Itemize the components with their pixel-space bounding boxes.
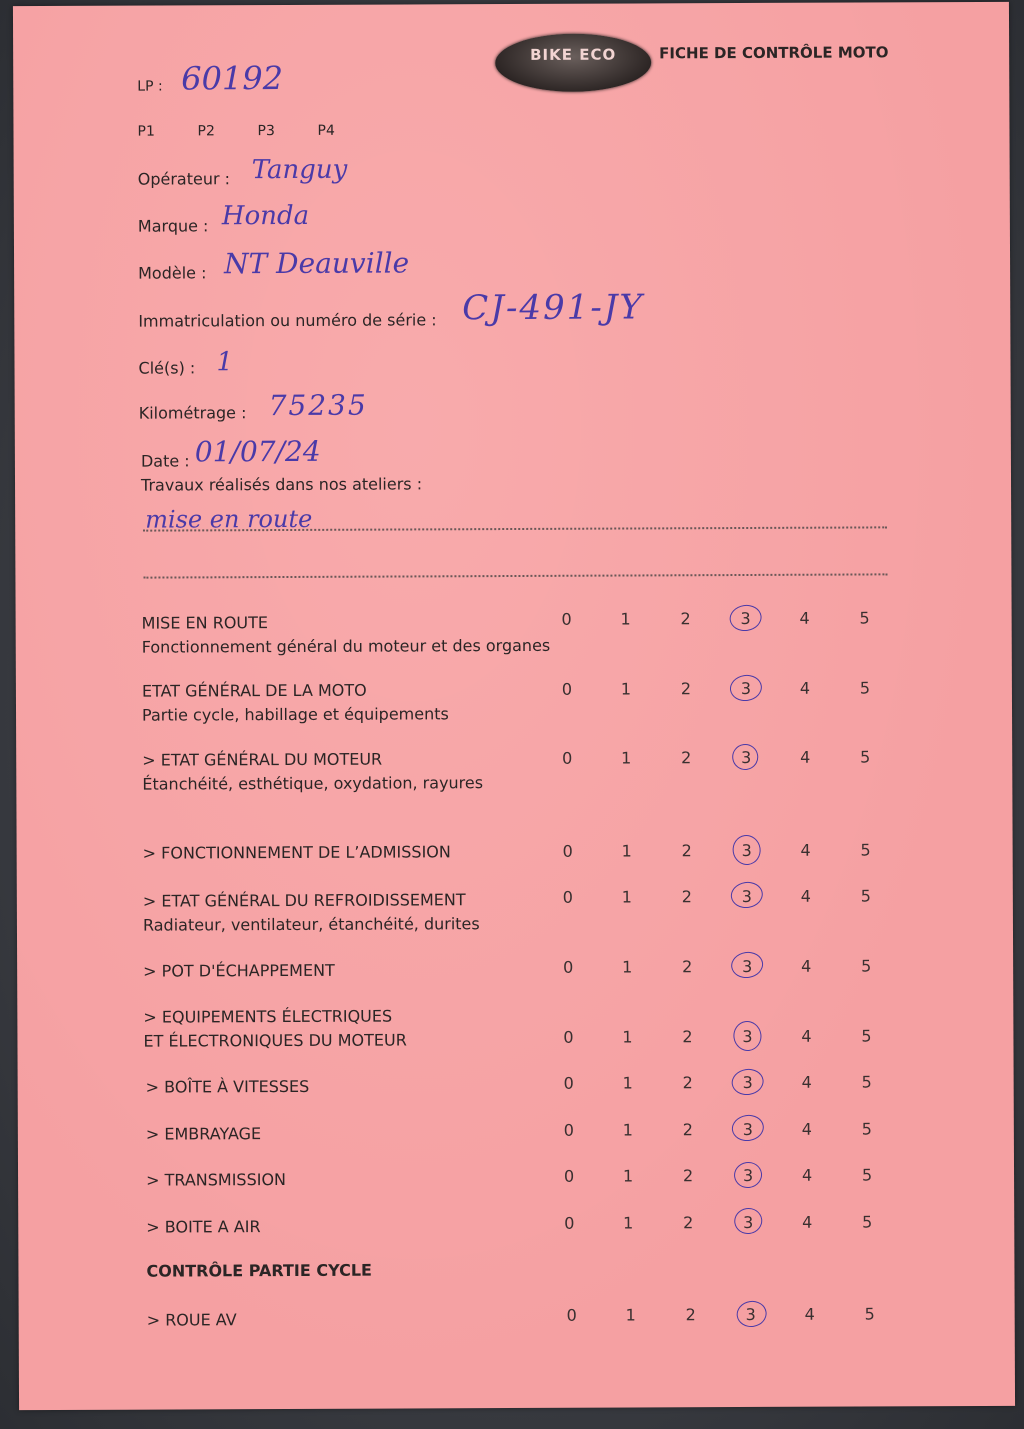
score-0[interactable]: 0 [563,1027,574,1047]
row-etat-moto-title: ETAT GÉNÉRAL DE LA MOTO [141,680,367,701]
marque-value: Honda [221,200,310,232]
score-5[interactable]: 5 [859,608,870,628]
score-1[interactable]: 1 [621,841,632,861]
score-4[interactable]: 4 [802,1212,813,1232]
row-echappement-title: > POT D'ÉCHAPPEMENT [143,960,335,981]
travaux-value: mise en route [145,504,313,534]
score-4[interactable]: 4 [801,1119,812,1139]
modele-value: NT Deauville [223,246,410,281]
score-4[interactable]: 4 [800,747,811,767]
score-1[interactable]: 1 [622,1027,633,1047]
kilometrage-label: Kilométrage : [138,403,247,423]
score-1[interactable]: 1 [623,1213,634,1233]
score-4[interactable]: 4 [801,1072,812,1092]
row-etat-moteur-subtitle: Étanchéité, esthétique, oxydation, rayures [142,773,484,794]
score-2[interactable]: 2 [681,841,692,861]
row-transmission-title: > TRANSMISSION [146,1169,287,1190]
score-selected-circle [728,673,763,703]
score-3[interactable]: 3 [745,1304,756,1324]
score-2[interactable]: 2 [685,1305,696,1325]
score-0[interactable]: 0 [563,957,574,977]
score-1[interactable]: 1 [622,957,633,977]
score-0[interactable]: 0 [561,609,572,629]
score-2[interactable]: 2 [682,957,693,977]
score-2[interactable]: 2 [680,679,692,699]
position-p4: P4 [317,122,335,139]
score-4[interactable]: 4 [801,1026,812,1046]
row-refroidissement-subtitle: Radiateur, ventilateur, étanchéité, durites [142,914,480,935]
score-0[interactable]: 0 [563,1073,574,1093]
score-0[interactable]: 0 [561,679,573,699]
score-1[interactable]: 1 [620,679,632,699]
score-selected-circle [731,1019,763,1053]
sheet-title: FICHE DE CONTRÔLE MOTO [659,43,889,63]
row-etat-moto-subtitle: Partie cycle, habillage et équipements [141,704,449,725]
score-selected-circle [730,1113,765,1143]
position-p1: P1 [137,123,155,140]
score-5[interactable]: 5 [861,1026,872,1046]
score-4[interactable]: 4 [801,1165,813,1185]
score-1[interactable]: 1 [621,887,632,907]
score-3[interactable]: 3 [740,608,751,629]
section-partie-cycle-title: CONTRÔLE PARTIE CYCLE [146,1260,373,1281]
score-1[interactable]: 1 [621,748,632,768]
position-p2: P2 [197,123,215,140]
score-4[interactable]: 4 [800,840,811,860]
control-sheet [13,2,1015,1410]
score-3[interactable]: 3 [742,1165,754,1186]
score-1[interactable]: 1 [622,1166,634,1186]
score-5[interactable]: 5 [861,1072,872,1092]
row-equipements-subtitle: ET ÉLECTRONIQUES DU MOTEUR [143,1030,407,1051]
score-4[interactable]: 4 [801,956,812,976]
cles-value: 1 [216,347,234,378]
score-3[interactable]: 3 [743,1212,754,1233]
logo-text: BIKE ECO [530,45,617,64]
score-4[interactable]: 4 [800,886,811,906]
score-4[interactable]: 4 [799,678,811,698]
immatriculation-label: Immatriculation ou numéro de série : [138,310,437,331]
row-equipements-title: > EQUIPEMENTS ÉLECTRIQUES [143,1006,393,1027]
travaux-line-2 [143,573,887,578]
score-selected-circle [729,880,764,910]
score-selected-circle [731,833,763,867]
score-5[interactable]: 5 [861,1119,872,1139]
score-3[interactable]: 3 [741,747,752,768]
score-2[interactable]: 2 [682,1027,693,1047]
score-selected-circle [732,1160,763,1190]
score-0[interactable]: 0 [563,1120,574,1140]
modele-label: Modèle : [138,263,207,283]
score-5[interactable]: 5 [861,956,872,976]
score-0[interactable]: 0 [562,841,573,861]
cles-label: Clé(s) : [138,358,196,378]
immatriculation-value: CJ-491-JY [462,287,644,329]
score-1[interactable]: 1 [625,1305,636,1325]
score-3[interactable]: 3 [742,1072,753,1093]
score-selected-circle [729,950,764,980]
bike-eco-logo [495,33,651,92]
score-0[interactable]: 0 [566,1305,577,1325]
kilometrage-value: 75235 [268,388,368,423]
score-5[interactable]: 5 [861,1165,873,1185]
travaux-label: Travaux réalisés dans nos ateliers : [140,474,423,495]
operateur-label: Opérateur : [137,169,231,189]
score-3[interactable]: 3 [742,1026,753,1047]
score-2[interactable]: 2 [682,1120,693,1140]
score-selected-circle [730,742,759,771]
score-3[interactable]: 3 [741,886,752,907]
score-3[interactable]: 3 [741,840,752,861]
score-selected-circle [735,1299,768,1329]
score-2[interactable]: 2 [682,1166,694,1186]
date-label: Date : [140,451,190,471]
score-selected-circle [730,1067,765,1097]
score-selected-circle [728,603,763,633]
score-2[interactable]: 2 [680,609,691,629]
score-2[interactable]: 2 [681,887,692,907]
position-p3: P3 [257,123,275,140]
row-embrayage-title: > EMBRAYAGE [145,1124,262,1144]
score-0[interactable]: 0 [563,1166,575,1186]
score-3[interactable]: 3 [740,678,752,699]
row-mise-en-route-title: MISE EN ROUTE [141,613,269,633]
row-etat-moteur-title: > ETAT GÉNÉRAL DU MOTEUR [142,749,383,770]
date-value: 01/07/24 [194,434,321,469]
score-0[interactable]: 0 [562,887,573,907]
score-1[interactable]: 1 [622,1120,633,1140]
score-2[interactable]: 2 [682,1073,693,1093]
row-roue-av-title: > ROUE AV [146,1310,237,1330]
operateur-value: Tanguy [251,154,348,186]
row-boite-vitesses-title: > BOÎTE À VITESSES [145,1076,310,1097]
score-0[interactable]: 0 [562,748,573,768]
score-5[interactable]: 5 [864,1304,875,1324]
score-selected-circle [733,1206,764,1236]
row-admission-title: > FONCTIONNEMENT DE L’ADMISSION [142,842,451,863]
row-boite-air-title: > BOITE A AIR [146,1217,261,1237]
score-4[interactable]: 4 [799,608,810,628]
lp-label: LP : [137,78,163,95]
marque-label: Marque : [137,216,209,236]
score-3[interactable]: 3 [742,1119,753,1140]
row-mise-en-route-subtitle: Fonctionnement général du moteur et des organes [141,635,551,657]
score-5[interactable]: 5 [859,678,871,698]
score-5[interactable]: 5 [862,1212,873,1232]
score-4[interactable]: 4 [804,1304,815,1324]
row-refroidissement-title: > ETAT GÉNÉRAL DU REFROIDISSEMENT [142,890,466,911]
score-5[interactable]: 5 [860,886,871,906]
score-1[interactable]: 1 [622,1073,633,1093]
score-2[interactable]: 2 [681,748,692,768]
score-3[interactable]: 3 [742,956,753,977]
score-0[interactable]: 0 [564,1213,575,1233]
score-5[interactable]: 5 [860,840,871,860]
score-5[interactable]: 5 [860,747,871,767]
score-1[interactable]: 1 [620,609,631,629]
score-2[interactable]: 2 [683,1213,694,1233]
lp-value: 60192 [181,59,284,98]
